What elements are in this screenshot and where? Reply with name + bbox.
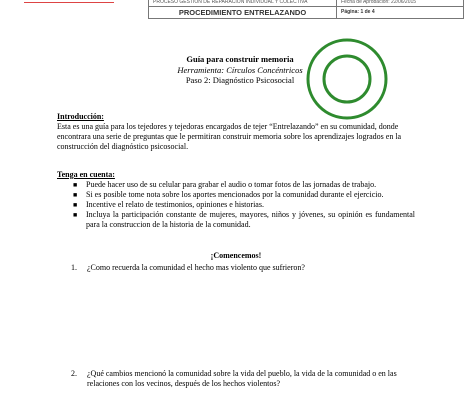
step-subtitle: Paso 2: Diagnóstico Psicosocial xyxy=(185,75,295,85)
process-name: PROCESO GESTIÓN DE REPARACIÓN INDIVIDUAL Y COLECTIVA xyxy=(149,0,337,7)
approval-date: Fecha de Aprobación: 22/06/2015 xyxy=(337,0,464,7)
concentric-circles-icon xyxy=(305,37,389,121)
tool-subtitle: Herramienta: Círculos Concéntricos xyxy=(177,64,303,75)
bullet-icon: ■ xyxy=(73,191,78,199)
list-item: ■ Si es posible tome nota sobre los aportes mencionados por la comunidad durante el ejercicio. xyxy=(73,190,384,199)
introduction-section xyxy=(57,112,415,152)
question-text: ¿Como recuerda la comunidad el hecho mas violento que sufrieron? xyxy=(87,263,305,272)
question-text: ¿Qué cambios mencionó la comunidad sobre la vida del pueblo, la vida de la comunidad o en las relaciones con los vecinos, después de los hechos violentos? xyxy=(87,369,397,388)
introduction-text: Esta es una guía para los tejedores y tejedoras encargados de tejer “Entrelazando” en su comunidad, donde encontrara una serie de preguntas que le permitiran construir memoria sobre los aprendizajes logrados en la construcción del diagnóstico psicosocial. xyxy=(57,122,402,151)
question-number: 2. xyxy=(71,369,77,378)
notes-list xyxy=(57,180,415,230)
procedure-title: PROCEDIMIENTO ENTRELAZANDO xyxy=(149,7,337,19)
question-item xyxy=(57,263,415,273)
list-item: ■ Incentive el relato de testimonios, opiniones e historias. xyxy=(73,200,264,209)
page-number: Página: 1 de 4 xyxy=(337,7,464,19)
document-header xyxy=(0,0,468,20)
bullet-icon: ■ xyxy=(73,211,78,219)
question-item xyxy=(57,369,415,389)
logo-line xyxy=(24,2,114,3)
notes-section xyxy=(57,170,415,230)
start-heading: ¡Comencemos! xyxy=(210,251,262,260)
guide-title: Guía para construir memoria xyxy=(186,54,294,64)
list-item: ■ Puede hacer uso de su celular para grabar el audio o tomar fotos de las jornadas de trabajo. xyxy=(73,180,377,189)
notes-heading: Tenga en cuenta: xyxy=(57,170,115,179)
bullet-icon: ■ xyxy=(73,201,78,209)
guide-title-block xyxy=(150,54,330,86)
list-item: ■ Incluya la participación constante de mujeres, mayores, niños y jóvenes, su opinión es fundamental para la construccion de la historia de la comunidad. xyxy=(73,210,415,229)
question-number: 1. xyxy=(71,263,77,272)
bullet-icon: ■ xyxy=(73,181,78,189)
header-table xyxy=(148,0,464,18)
introduction-heading: Introducción: xyxy=(57,112,104,121)
